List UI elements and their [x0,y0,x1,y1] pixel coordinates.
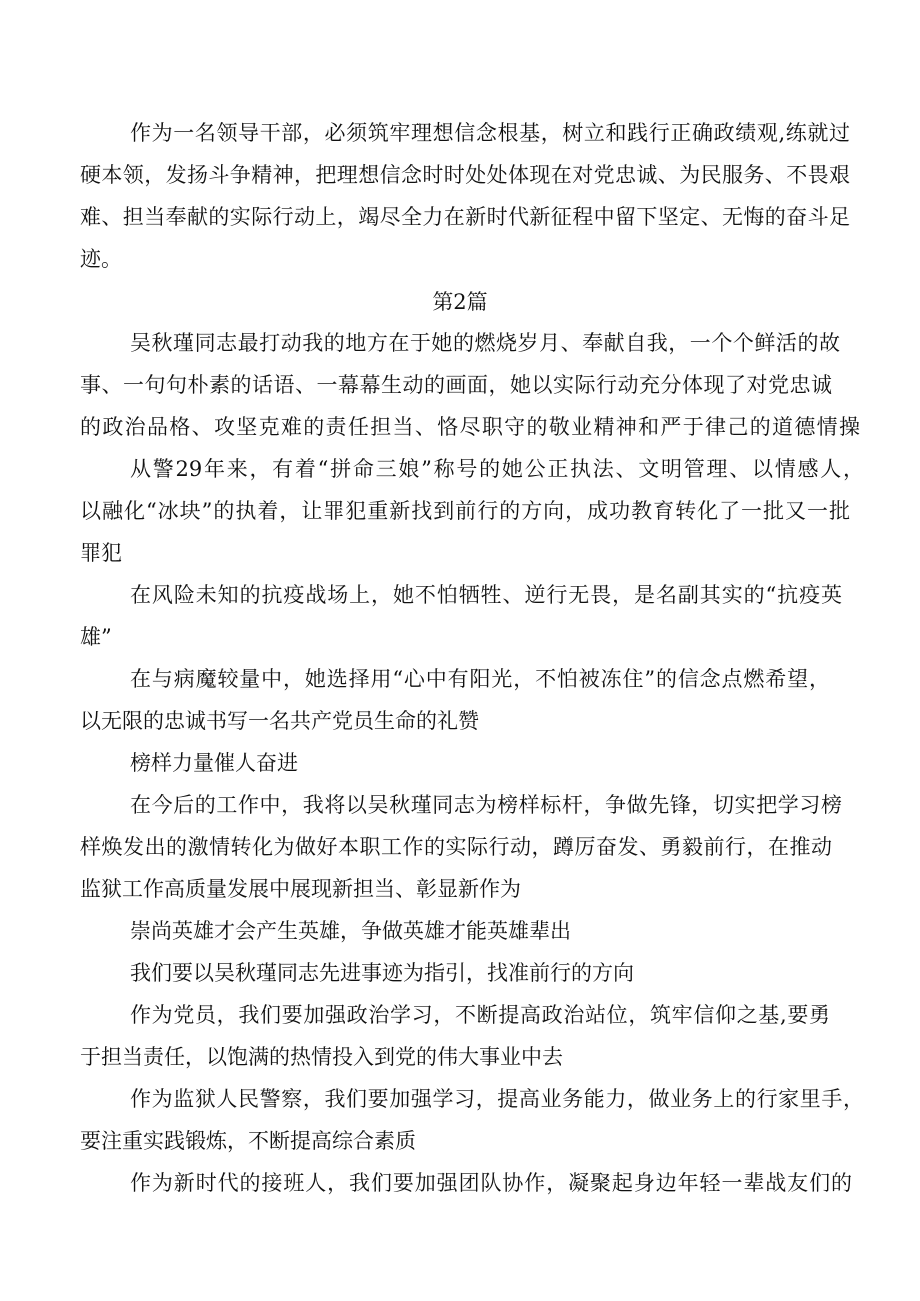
text-line: 硬本领，发扬斗争精神，把理想信念时时处处体现在对党忠诚、为民服务、不畏艰 [80,163,850,187]
text-line: 要注重实践锻炼，不断提高综合素质 [80,1129,416,1153]
text-line: 在与病魔较量中，她选择用“心中有阳光，不怕被冻住”的信念点燃希望， [130,667,830,691]
text-line: 作为监狱人民警察，我们要加强学习，提高业务能力，做业务上的行家里手， [130,1087,864,1111]
text-line: 在今后的工作中，我将以吴秋瑾同志为榜样标杆，争做先锋，切实把学习榜 [130,793,842,817]
text-line: 吴秋瑾同志最打动我的地方在于她的燃烧岁月、奉献自我，一个个鲜活的故 [130,331,840,355]
text-line: 我们要以吴秋瑾同志先进事迹为指引，找准前行的方向 [130,961,634,985]
text-line: 以无限的忠诚书写一名共产党员生命的礼赞 [80,709,479,733]
text-line: 在风险未知的抗疫战场上，她不怕牺牲、逆行无畏，是名副其实的“抗疫英 [130,583,842,607]
text-line: 从警29年来，有着“拼命三娘”称号的她公正执法、文明管理、以情感人， [130,457,864,481]
text-line: 于担当责任，以饱满的热情投入到党的伟大事业中去 [80,1045,563,1069]
text-line: 监狱工作高质量发展中展现新担当、彰显新作为 [80,877,521,901]
text-line: 作为党员，我们要加强政治学习，不断提高政治站位，筑牢信仰之基,要勇 [130,1003,830,1027]
text-line: 作为一名领导干部，必须筑牢理想信念根基，树立和践行正确政绩观,练就过 [130,121,850,145]
text-line: 罪犯 [80,541,122,565]
text-line: 样焕发出的激情转化为做好本职工作的实际行动，蹲厉奋发、勇毅前行，在推动 [80,835,832,859]
text-line: 难、担当奉献的实际行动上，竭尽全力在新时代新征程中留下坚定、无悔的奋斗足 [80,205,850,229]
section-heading: 第2篇 [432,290,488,314]
text-line: 雄” [80,625,112,649]
text-line: 的政治品格、攻坚克难的责任担当、恪尽职守的敬业精神和严于律己的道德情操 [80,415,860,439]
text-line: 事、一句句朴素的话语、一幕幕生动的画面，她以实际行动充分体现了对党忠诚 [80,373,832,397]
text-line: 崇尚英雄才会产生英雄，争做英雄才能英雄辈出 [130,919,571,943]
text-line: 迹。 [80,247,122,271]
text-line: 作为新时代的接班人，我们要加强团队协作，凝聚起身边年轻一辈战友们的 [130,1171,852,1195]
text-line: 以融化“冰块”的执着，让罪犯重新找到前行的方向，成功教育转化了一批又一批 [80,499,850,523]
text-line: 榜样力量催人奋进 [130,751,298,775]
